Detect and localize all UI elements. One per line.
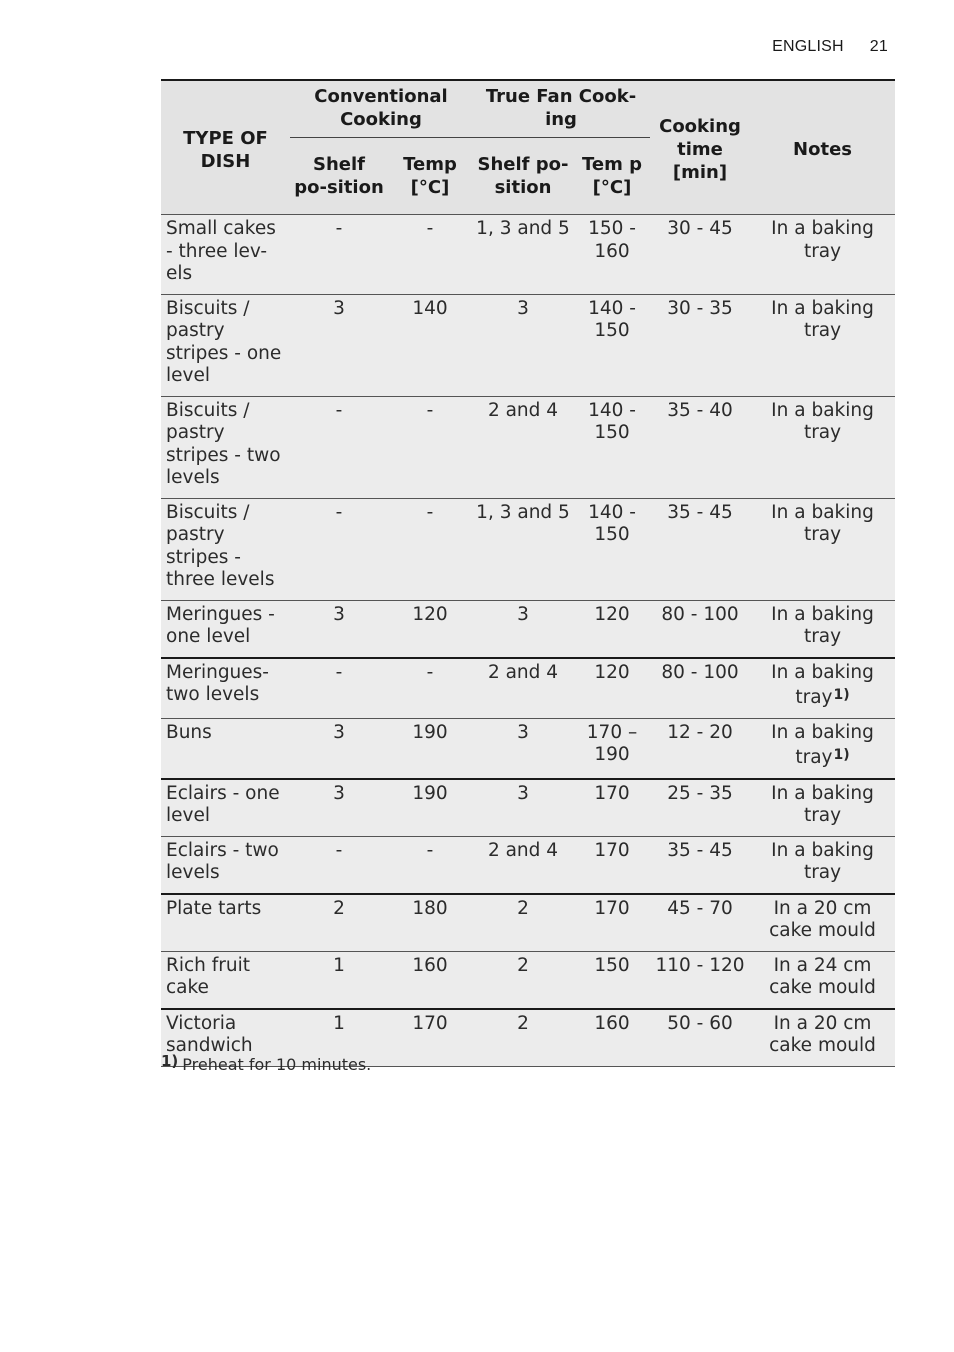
- cell-cooking-time: [650, 294, 750, 396]
- cooking-time-text: 30 - 35: [667, 297, 733, 319]
- fan-temperature-text: 170: [594, 839, 630, 861]
- cell-cooking-time: [650, 894, 750, 952]
- cell-dish-name: [161, 658, 290, 719]
- fan-temperature-text: 170: [594, 782, 630, 804]
- conv-temperature-text: -: [426, 661, 434, 683]
- cell-cooking-time: [650, 1009, 750, 1067]
- cooking-time-text: 30 - 45: [667, 218, 733, 239]
- header-notes: Notes: [750, 80, 895, 215]
- conv-temperature-text: -: [426, 218, 434, 239]
- table-row: [161, 215, 895, 295]
- dish-name-text: Victoria sandwich: [166, 1012, 253, 1056]
- table-row: [161, 498, 895, 600]
- footnote: [161, 1052, 371, 1074]
- header-conv-temp: Temp [°C]: [388, 138, 472, 215]
- cell-cooking-time: [650, 836, 750, 894]
- cell-cooking-time: [650, 600, 750, 658]
- cell-fan-temperature: [574, 498, 650, 600]
- header-fan-temp: Tem p [°C]: [574, 138, 650, 215]
- cell-fan-shelf-position: [472, 600, 574, 658]
- dish-name-text: Rich fruit cake: [166, 954, 251, 998]
- cell-fan-temperature: [574, 600, 650, 658]
- cell-fan-temperature: [574, 894, 650, 952]
- cell-cooking-time: [650, 951, 750, 1009]
- dish-name-text: Plate tarts: [166, 897, 262, 919]
- conv-temperature-text: -: [426, 399, 434, 421]
- fan-shelf-position-text: 2: [517, 897, 529, 919]
- header-conventional-cooking: Conventional Cooking: [290, 80, 472, 138]
- cell-fan-shelf-position: [472, 951, 574, 1009]
- cell-conv-shelf-position: [290, 894, 388, 952]
- cell-notes: [750, 658, 895, 719]
- cell-fan-temperature: [574, 718, 650, 779]
- cell-notes: [750, 951, 895, 1009]
- cell-fan-temperature: [574, 215, 650, 295]
- cell-conv-temperature: [388, 1009, 472, 1067]
- cell-fan-shelf-position: [472, 658, 574, 719]
- cell-notes: [750, 718, 895, 779]
- cooking-time-text: 80 - 100: [661, 661, 739, 683]
- fan-shelf-position-text: 2: [517, 1012, 529, 1034]
- header-true-fan-cooking: True Fan Cook-ing: [472, 80, 650, 138]
- table-row: [161, 658, 895, 719]
- running-header: [772, 38, 888, 56]
- conv-temperature-text: 180: [412, 897, 448, 919]
- cooking-time-text: 80 - 100: [661, 603, 739, 625]
- cell-conv-temperature: [388, 779, 472, 837]
- fan-shelf-position-text: 2 and 4: [487, 839, 559, 861]
- table-row: [161, 396, 895, 498]
- table-row: [161, 600, 895, 658]
- notes-text: In a baking tray: [771, 603, 874, 647]
- fan-shelf-position-text: 2 and 4: [487, 661, 559, 683]
- notes-text: In a baking tray: [771, 399, 874, 443]
- cell-conv-temperature: [388, 951, 472, 1009]
- conv-shelf-position-text: 1: [333, 1012, 345, 1034]
- cell-conv-shelf-position: [290, 718, 388, 779]
- cell-fan-temperature: [574, 658, 650, 719]
- fan-temperature-text: 150 - 160: [588, 218, 636, 262]
- cell-fan-shelf-position: [472, 894, 574, 952]
- cell-cooking-time: [650, 396, 750, 498]
- cell-fan-shelf-position: [472, 836, 574, 894]
- conv-temperature-text: 170: [412, 1012, 448, 1034]
- fan-temperature-text: 150: [594, 954, 630, 976]
- cell-dish-name: [161, 894, 290, 952]
- fan-temperature-text: 120: [594, 661, 630, 683]
- table-row: [161, 894, 895, 952]
- notes-text: In a baking tray: [771, 782, 874, 826]
- cell-cooking-time: [650, 498, 750, 600]
- cell-conv-shelf-position: [290, 396, 388, 498]
- cooking-time-text: 110 - 120: [655, 954, 745, 976]
- fan-shelf-position-text: 3: [517, 297, 529, 319]
- baking-table-container: [161, 79, 895, 1067]
- notes-text: In a baking tray: [771, 297, 874, 341]
- cell-dish-name: [161, 951, 290, 1009]
- cell-dish-name: [161, 396, 290, 498]
- cell-fan-shelf-position: [472, 779, 574, 837]
- cell-notes: [750, 215, 895, 295]
- cell-conv-shelf-position: [290, 600, 388, 658]
- cooking-time-text: 35 - 45: [667, 501, 733, 523]
- dish-name-text: Eclairs - two levels: [166, 839, 279, 883]
- fan-temperature-text: 170 – 190: [586, 721, 638, 765]
- cell-dish-name: [161, 215, 290, 295]
- cell-cooking-time: [650, 658, 750, 719]
- cell-conv-shelf-position: [290, 215, 388, 295]
- table-row: [161, 294, 895, 396]
- conv-temperature-text: -: [426, 839, 434, 861]
- dish-name-text: Biscuits / pastry stripes - one level: [166, 297, 282, 386]
- dish-name-text: Buns: [166, 721, 212, 743]
- notes-text: In a baking tray: [771, 839, 874, 883]
- cell-conv-shelf-position: [290, 658, 388, 719]
- fan-shelf-position-text: 1, 3 and 5: [476, 501, 570, 523]
- fan-temperature-text: 170: [594, 897, 630, 919]
- cell-dish-name: [161, 718, 290, 779]
- table-row: [161, 951, 895, 1009]
- cell-conv-temperature: [388, 498, 472, 600]
- fan-shelf-position-text: 3: [517, 603, 529, 625]
- cell-dish-name: [161, 498, 290, 600]
- cell-notes: [750, 836, 895, 894]
- cooking-time-text: 45 - 70: [667, 897, 733, 919]
- language-label: ENGLISH: [772, 38, 844, 55]
- cell-cooking-time: [650, 779, 750, 837]
- conv-temperature-text: 140: [412, 297, 448, 319]
- cell-cooking-time: [650, 215, 750, 295]
- dish-name-text: Meringues - one level: [166, 603, 275, 647]
- cell-dish-name: [161, 294, 290, 396]
- notes-text: In a 20 cm cake mould: [769, 1012, 876, 1056]
- conv-shelf-position-text: -: [335, 399, 343, 421]
- cell-fan-shelf-position: [472, 718, 574, 779]
- cell-fan-temperature: [574, 294, 650, 396]
- fan-shelf-position-text: 2: [517, 954, 529, 976]
- conv-shelf-position-text: 1: [333, 954, 345, 976]
- cell-conv-shelf-position: [290, 836, 388, 894]
- baking-table: [161, 79, 895, 1067]
- footnote-mark: 1): [161, 1052, 179, 1070]
- conv-shelf-position-text: 3: [333, 603, 345, 625]
- table-row: [161, 836, 895, 894]
- fan-shelf-position-text: 2 and 4: [487, 399, 559, 421]
- cell-fan-temperature: [574, 836, 650, 894]
- header-type-of-dish: TYPE OF DISH: [161, 80, 290, 215]
- notes-text: In a 20 cm cake mould: [769, 897, 876, 941]
- dish-name-text: Meringues- two levels: [166, 661, 269, 705]
- cell-conv-temperature: [388, 215, 472, 295]
- table-body: [161, 215, 895, 1067]
- conv-shelf-position-text: 2: [333, 897, 345, 919]
- cooking-time-text: 25 - 35: [667, 782, 733, 804]
- header-fan-shelf-position: Shelf po-sition: [472, 138, 574, 215]
- header-conv-shelf-position: Shelf po-sition: [290, 138, 388, 215]
- cell-conv-temperature: [388, 836, 472, 894]
- cell-fan-temperature: [574, 951, 650, 1009]
- notes-text: In a baking tray: [771, 501, 874, 545]
- fan-temperature-text: 140 - 150: [588, 399, 636, 443]
- cell-conv-temperature: [388, 658, 472, 719]
- cell-fan-shelf-position: [472, 1009, 574, 1067]
- cell-conv-temperature: [388, 718, 472, 779]
- cell-conv-temperature: [388, 294, 472, 396]
- conv-temperature-text: -: [426, 501, 434, 523]
- footnote-reference: 1): [833, 687, 850, 703]
- cell-notes: [750, 396, 895, 498]
- cell-notes: [750, 600, 895, 658]
- notes-text: In a 24 cm cake mould: [769, 954, 876, 998]
- conv-temperature-text: 190: [412, 721, 448, 743]
- cooking-time-text: 35 - 40: [667, 399, 733, 421]
- page-number: 21: [869, 38, 888, 55]
- cooking-time-text: 12 - 20: [667, 721, 733, 743]
- cell-fan-temperature: [574, 396, 650, 498]
- fan-temperature-text: 160: [594, 1012, 630, 1034]
- fan-temperature-text: 140 - 150: [588, 501, 636, 545]
- cell-conv-shelf-position: [290, 951, 388, 1009]
- conv-shelf-position-text: -: [335, 661, 343, 683]
- cell-fan-shelf-position: [472, 215, 574, 295]
- table-row: [161, 779, 895, 837]
- cell-notes: [750, 779, 895, 837]
- fan-shelf-position-text: 3: [517, 721, 529, 743]
- fan-shelf-position-text: 3: [517, 782, 529, 804]
- cell-notes: [750, 294, 895, 396]
- cell-conv-temperature: [388, 600, 472, 658]
- dish-name-text: Small cakes - three lev-els: [166, 218, 276, 284]
- conv-shelf-position-text: 3: [333, 297, 345, 319]
- cell-conv-temperature: [388, 894, 472, 952]
- cell-dish-name: [161, 779, 290, 837]
- cell-conv-shelf-position: [290, 498, 388, 600]
- table-header: [161, 80, 895, 215]
- cooking-time-text: 50 - 60: [667, 1012, 733, 1034]
- cell-notes: [750, 498, 895, 600]
- conv-temperature-text: 190: [412, 782, 448, 804]
- cell-conv-shelf-position: [290, 294, 388, 396]
- conv-shelf-position-text: -: [335, 218, 343, 239]
- cell-dish-name: [161, 600, 290, 658]
- cell-fan-shelf-position: [472, 294, 574, 396]
- cell-conv-shelf-position: [290, 779, 388, 837]
- cell-fan-shelf-position: [472, 498, 574, 600]
- cell-fan-shelf-position: [472, 396, 574, 498]
- footnote-text: Preheat for 10 minutes.: [182, 1055, 372, 1074]
- table-row: [161, 718, 895, 779]
- notes-text: In a baking tray: [771, 721, 874, 768]
- cell-dish-name: [161, 836, 290, 894]
- dish-name-text: Eclairs - one level: [166, 782, 280, 826]
- cell-fan-temperature: [574, 779, 650, 837]
- conv-shelf-position-text: -: [335, 501, 343, 523]
- notes-text: In a baking tray: [771, 661, 874, 708]
- conv-temperature-text: 120: [412, 603, 448, 625]
- cell-cooking-time: [650, 718, 750, 779]
- footnote-reference: 1): [833, 747, 850, 763]
- conv-shelf-position-text: 3: [333, 782, 345, 804]
- dish-name-text: Biscuits / pastry stripes - three levels: [166, 501, 275, 590]
- header-cooking-time: Cooking time [min]: [650, 80, 750, 215]
- dish-name-text: Biscuits / pastry stripes - two levels: [166, 399, 281, 488]
- conv-temperature-text: 160: [412, 954, 448, 976]
- fan-temperature-text: 140 - 150: [588, 297, 636, 341]
- fan-shelf-position-text: 1, 3 and 5: [476, 218, 570, 239]
- conv-shelf-position-text: -: [335, 839, 343, 861]
- cell-conv-temperature: [388, 396, 472, 498]
- cooking-time-text: 35 - 45: [667, 839, 733, 861]
- cell-fan-temperature: [574, 1009, 650, 1067]
- cell-notes: [750, 1009, 895, 1067]
- conv-shelf-position-text: 3: [333, 721, 345, 743]
- fan-temperature-text: 120: [594, 603, 630, 625]
- cell-notes: [750, 894, 895, 952]
- notes-text: In a baking tray: [771, 218, 874, 262]
